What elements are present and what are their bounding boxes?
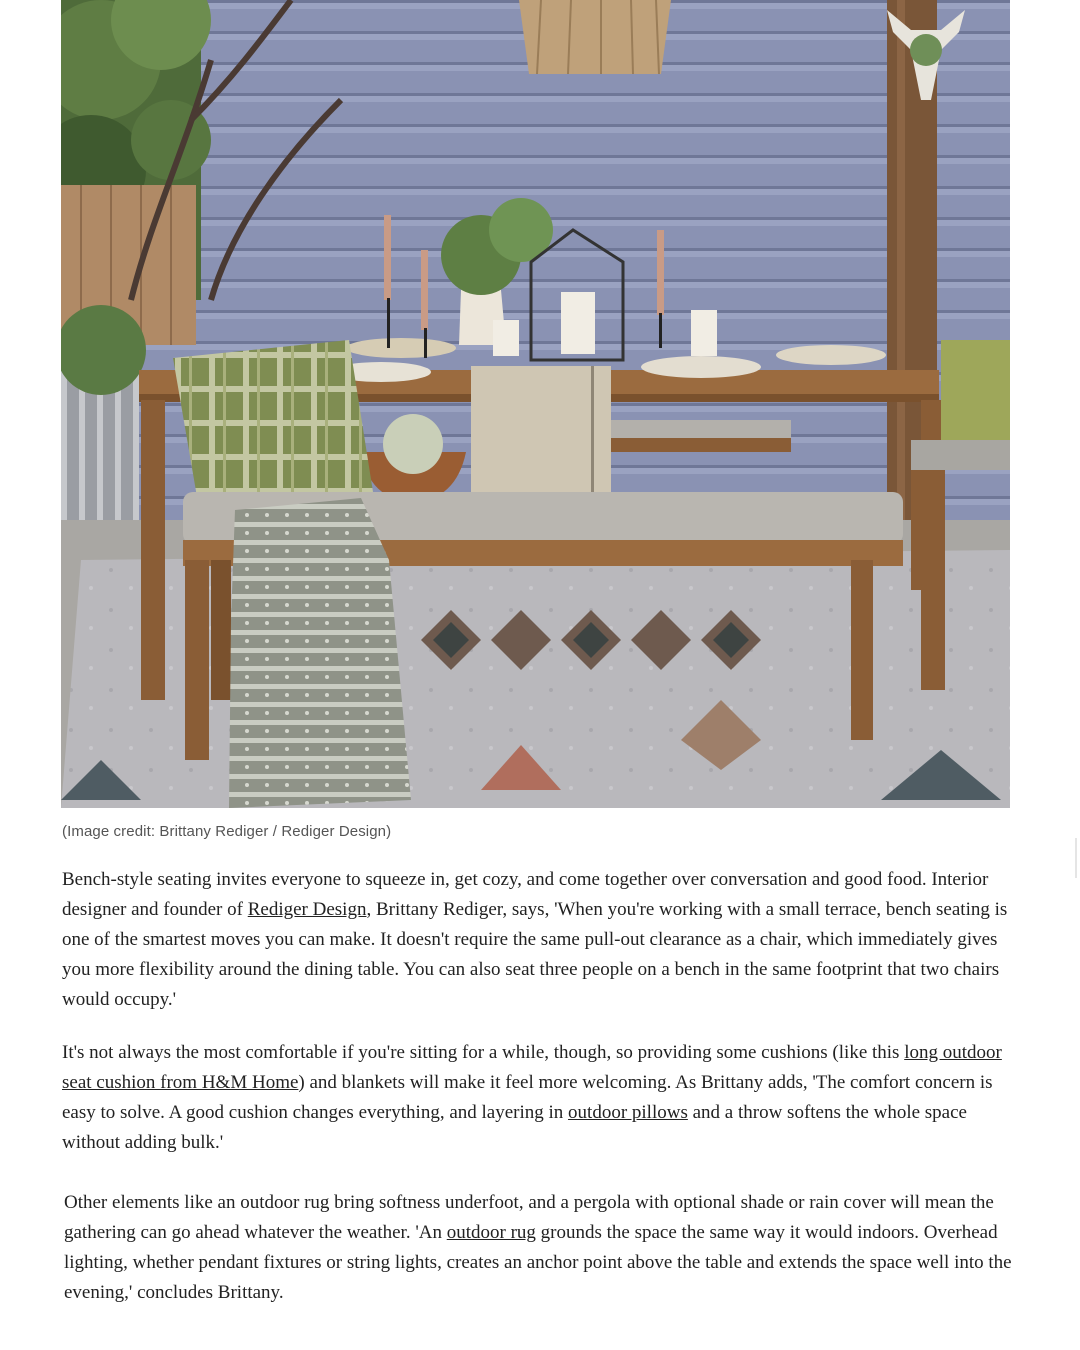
- paragraph-text: ) and blankets will make it feel more welcoming. As Brittany adds, 'The comfort concern is easy to solve. A good cushion changes everything, and layering in: [62, 1072, 993, 1123]
- paragraph-text: Other elements like an outdoor rug bring softness underfoot, and a pergola with optional shade or rain cover will mean the gathering can go ahead whatever the weather. 'An: [64, 1192, 994, 1243]
- scroll-edge: [1075, 838, 1077, 878]
- article-photo: [61, 0, 1010, 808]
- link-rediger-design[interactable]: Rediger Design: [247, 899, 367, 920]
- article-paragraph-2: [62, 1038, 1012, 1158]
- paragraph-text: grounds the space the same way it would indoors. Overhead lighting, whether pendant fixtures or string lights, creates an anchor point above the table and extends the space well into the evening,' concludes Brittany.: [64, 1222, 1012, 1303]
- paragraph-text: Bench-style seating invites everyone to squeeze in, get cozy, and come together over conversation and good food. Interior designer and founder of: [62, 869, 989, 920]
- article-paragraph-1: [62, 865, 1012, 1015]
- link-outdoor-rug[interactable]: outdoor rug: [446, 1222, 536, 1243]
- link-outdoor-pillows[interactable]: outdoor pillows: [568, 1102, 688, 1123]
- link-seat-cushion[interactable]: long outdoor seat cushion from H&M Home: [62, 1042, 1002, 1093]
- paragraph-text: and a throw softens the whole space without adding bulk.': [62, 1102, 967, 1153]
- article-paragraph-3: [64, 1188, 1014, 1308]
- paragraph-text: , Brittany Rediger, says, 'When you're working with a small terrace, bench seating is one of the smartest moves you can make. It doesn't require the same pull-out clearance as a chair, which immediately gives you more flexibility around the dining table. You can also seat three people on a bench in the same footprint that two chairs would occupy.': [62, 899, 1008, 1010]
- paragraph-text: It's not always the most comfortable if you're sitting for a while, though, so providing some cushions (like this: [62, 1042, 905, 1063]
- image-caption: (Image credit: Brittany Rediger / Rediger Design): [62, 823, 392, 840]
